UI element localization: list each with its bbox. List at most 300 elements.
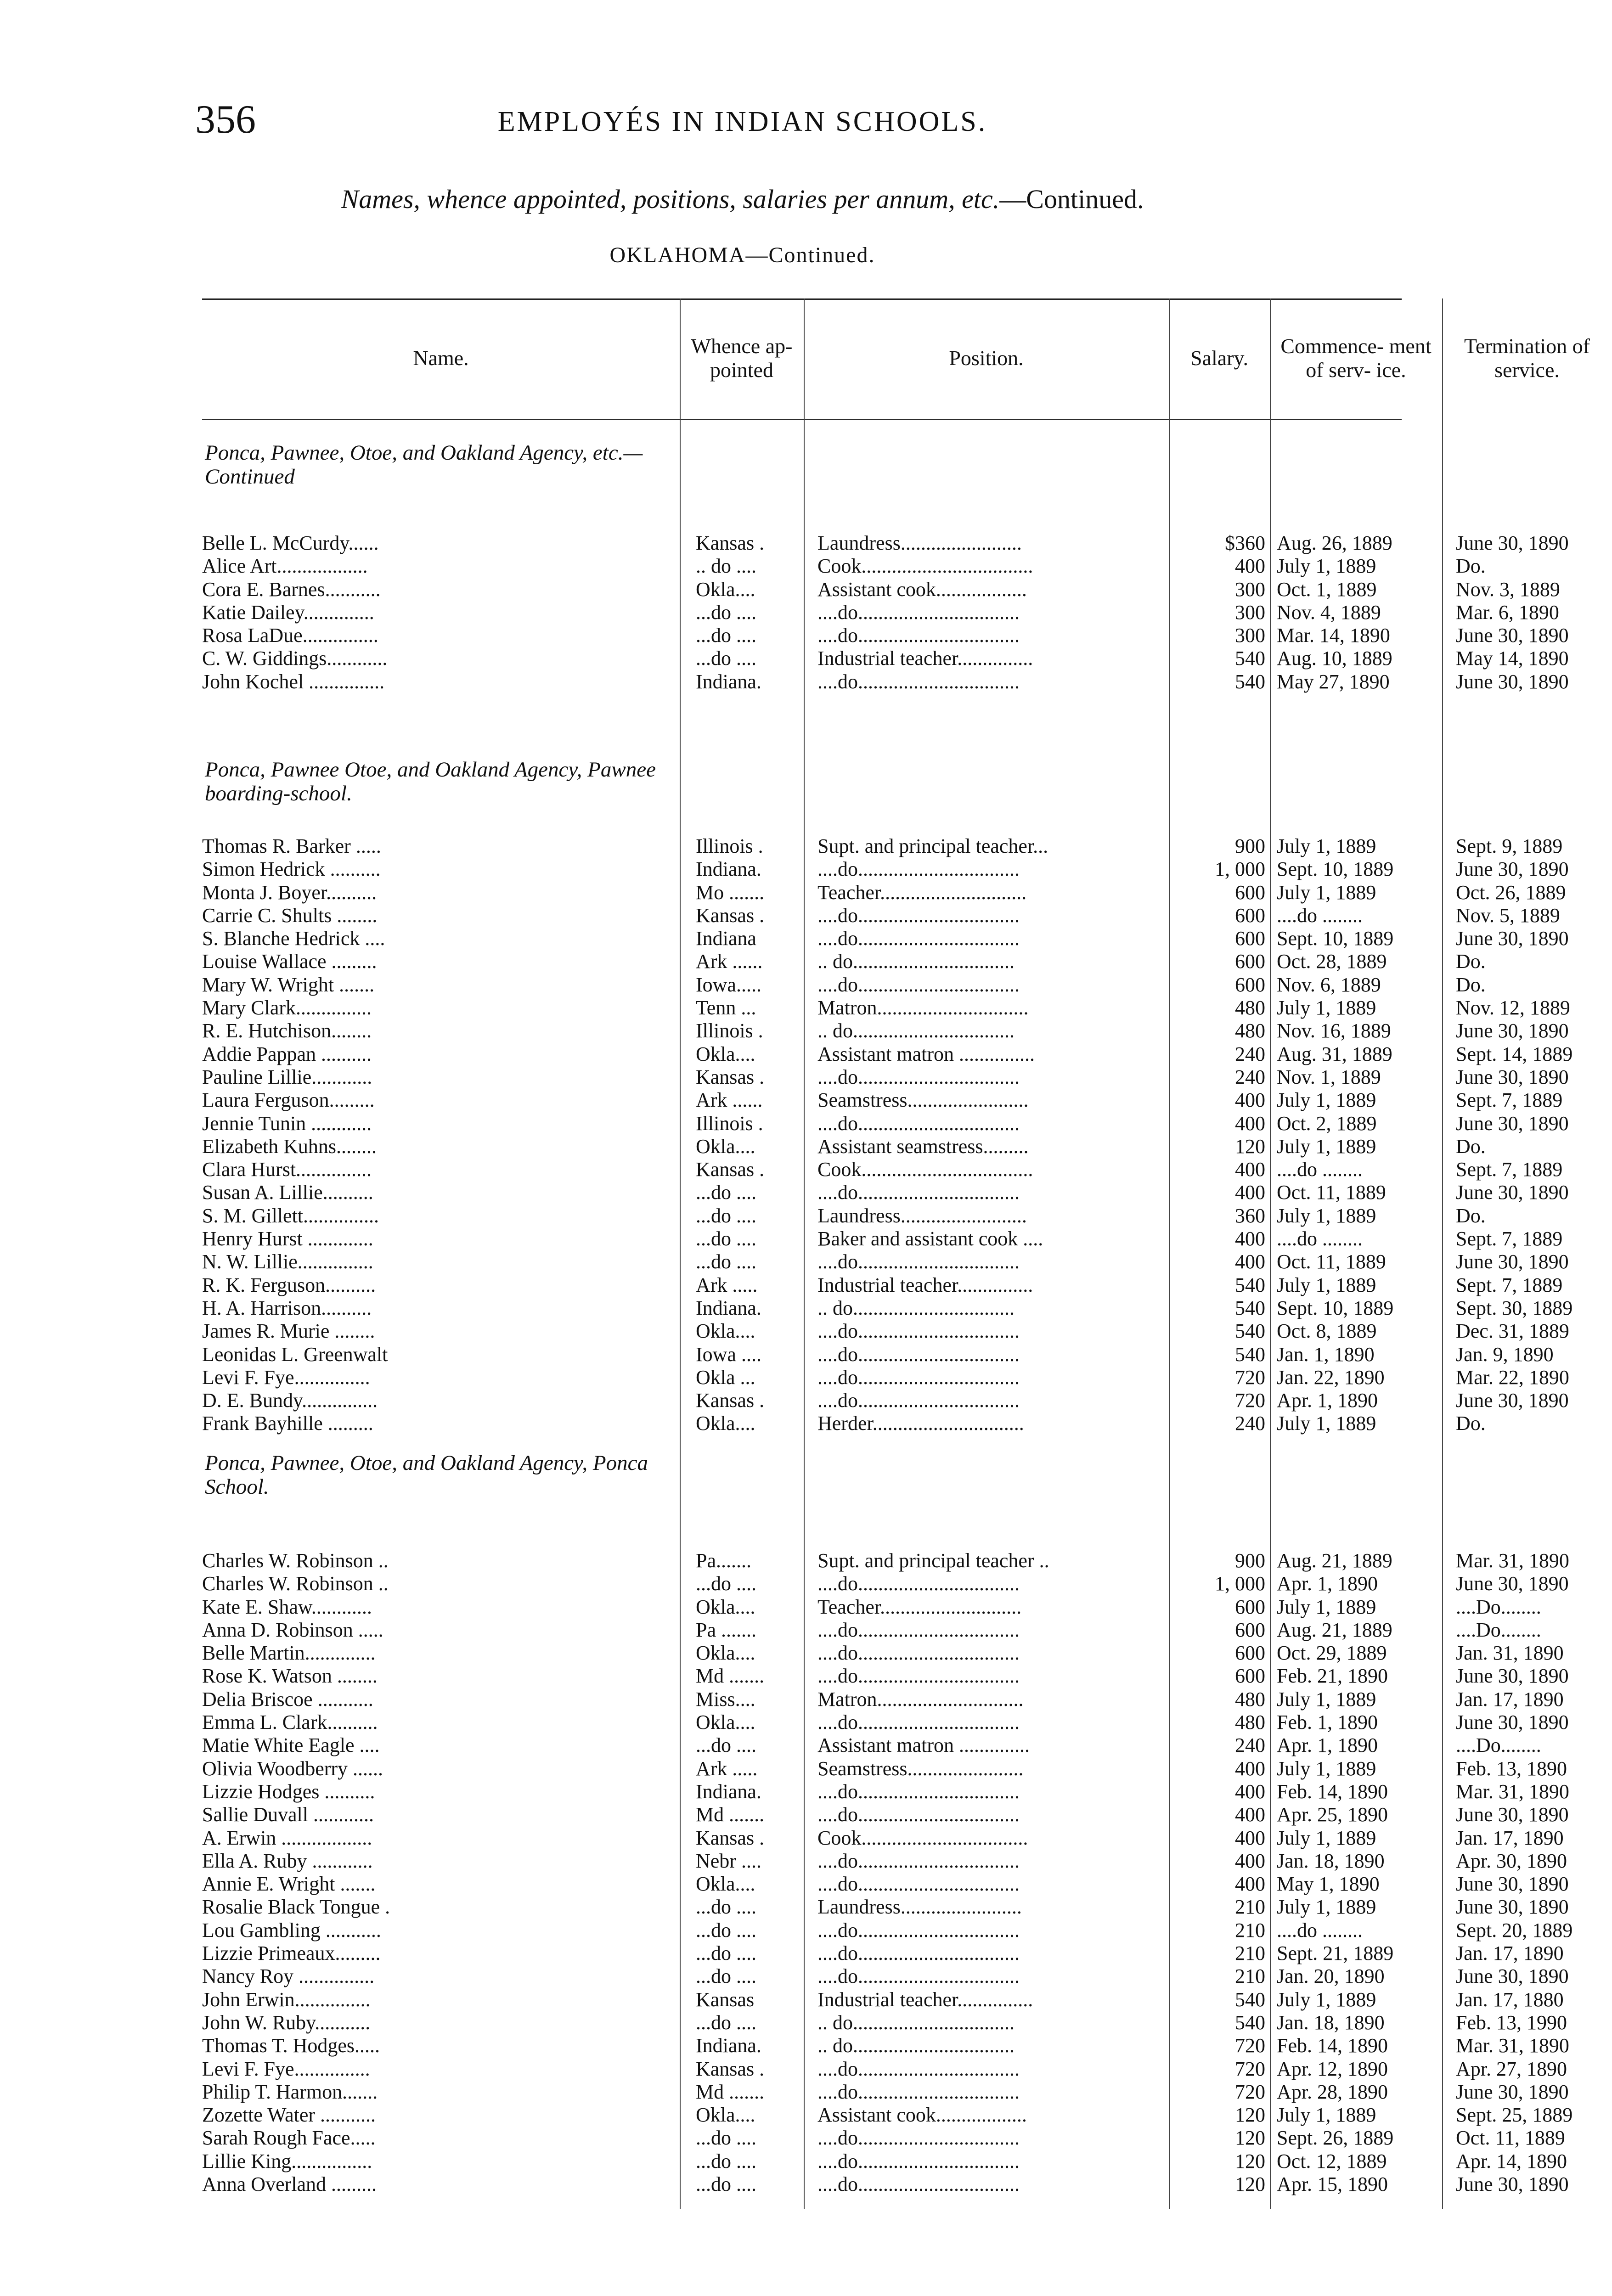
cell-salary: 1, 000 — [1215, 858, 1265, 881]
table-row — [202, 1826, 1564, 1850]
cell-name: Louise Wallace ......... — [202, 950, 377, 973]
cell-termination: Do. — [1456, 950, 1486, 973]
cell-commencement: May 27, 1890 — [1277, 670, 1390, 693]
cell-whence: Okla.... — [696, 1042, 755, 1065]
cell-name: Rosalie Black Tongue . — [202, 1896, 390, 1919]
cell-whence: Illinois . — [696, 1019, 763, 1042]
cell-termination: Dec. 31, 1889 — [1456, 1320, 1569, 1343]
cell-termination: Mar. 31, 1890 — [1456, 1549, 1569, 1572]
cell-position: ....do................................ — [817, 1780, 1020, 1803]
cell-termination: Jan. 9, 1890 — [1456, 1343, 1554, 1366]
cell-commencement: Aug. 10, 1889 — [1277, 647, 1392, 670]
cell-whence: ...do .... — [696, 1734, 756, 1757]
cell-termination: June 30, 1890 — [1456, 1711, 1569, 1734]
cell-termination: Feb. 13, 1990 — [1456, 2011, 1567, 2034]
cell-whence: ...do .... — [696, 1896, 756, 1919]
table-row — [202, 1412, 1486, 1435]
table-row — [202, 2150, 1567, 2173]
cell-name: Rose K. Watson ........ — [202, 1665, 378, 1688]
table-row — [202, 973, 1486, 996]
cell-position: ....do................................ — [817, 2173, 1020, 2196]
cell-termination: June 30, 1890 — [1456, 2080, 1569, 2103]
cell-commencement: July 1, 1889 — [1277, 1204, 1376, 1227]
cell-position: Assistant matron ............... — [817, 1042, 1035, 1065]
cell-position: Industrial teacher............... — [817, 1988, 1033, 2011]
cell-commencement: Nov. 4, 1889 — [1277, 601, 1381, 624]
cell-commencement: Sept. 10, 1889 — [1277, 1296, 1394, 1319]
cell-whence: Tenn ... — [696, 996, 756, 1019]
cell-salary: 600 — [1235, 1665, 1265, 1688]
table-row — [202, 1343, 1554, 1366]
subtitle-italic: Names, whence appointed, positions, salaries per annum, etc. — [341, 184, 1000, 214]
cell-position: ....do................................ — [817, 1803, 1020, 1826]
cell-termination: Nov. 12, 1889 — [1456, 996, 1570, 1019]
cell-position: Supt. and principal teacher... — [817, 835, 1048, 857]
cell-commencement: Oct. 29, 1889 — [1277, 1642, 1387, 1665]
cell-whence: Indiana — [696, 927, 756, 950]
cell-commencement: July 1, 1889 — [1277, 881, 1376, 904]
cell-name: Emma L. Clark.......... — [202, 1711, 378, 1734]
cell-salary: 210 — [1235, 1942, 1265, 1965]
table-row — [202, 996, 1570, 1019]
cell-position: ....do................................ — [817, 1181, 1020, 1204]
cell-name: Charles W. Robinson .. — [202, 1549, 389, 1572]
cell-salary: 210 — [1235, 1965, 1265, 1988]
cell-whence: Mo ....... — [696, 881, 765, 904]
cell-name: Laura Ferguson......... — [202, 1089, 375, 1112]
cell-name: Ella A. Ruby ............ — [202, 1849, 373, 1872]
table-row — [202, 2034, 1569, 2057]
cell-position: Assistant seamstress......... — [817, 1135, 1029, 1158]
cell-name: D. E. Bundy............... — [202, 1389, 378, 1412]
cell-salary: 720 — [1235, 2057, 1265, 2080]
column-divider — [1442, 298, 1443, 2209]
table-row — [202, 1965, 1569, 1988]
cell-commencement: July 1, 1889 — [1277, 1273, 1376, 1296]
cell-termination: Sept. 30, 1889 — [1456, 1296, 1573, 1319]
cell-salary: 400 — [1235, 1250, 1265, 1273]
cell-termination: June 30, 1890 — [1456, 2173, 1569, 2196]
cell-salary: 240 — [1235, 1412, 1265, 1435]
cell-whence: Illinois . — [696, 1112, 763, 1135]
cell-salary: 400 — [1235, 1780, 1265, 1803]
cell-name: Thomas T. Hodges..... — [202, 2034, 380, 2057]
cell-salary: 400 — [1235, 1826, 1265, 1849]
cell-position: Industrial teacher............... — [817, 647, 1033, 670]
table-row — [202, 1849, 1567, 1873]
cell-termination: June 30, 1890 — [1456, 532, 1569, 554]
cell-termination: ....Do........ — [1456, 1618, 1541, 1641]
header-whence: Whence ap- pointed — [691, 334, 793, 382]
header-termination: Termination of service. — [1464, 334, 1590, 382]
cell-whence: ...do .... — [696, 1919, 756, 1941]
table-row — [202, 1688, 1564, 1711]
cell-termination: June 30, 1890 — [1456, 858, 1569, 881]
cell-position: Cook.................................. — [817, 1158, 1033, 1181]
cell-position: Matron.............................. — [817, 996, 1029, 1019]
cell-commencement: July 1, 1889 — [1277, 1595, 1376, 1618]
cell-name: Addie Pappan .......... — [202, 1042, 372, 1065]
cell-commencement: Jan. 18, 1890 — [1277, 1849, 1385, 1872]
cell-name: Cora E. Barnes........... — [202, 578, 381, 601]
cell-salary: 240 — [1235, 1065, 1265, 1088]
cell-whence: ...do .... — [696, 1250, 756, 1273]
cell-commencement: July 1, 1889 — [1277, 555, 1376, 578]
cell-salary: 120 — [1235, 2104, 1265, 2127]
cell-position: ....do................................ — [817, 1250, 1020, 1273]
table-row — [202, 1250, 1569, 1273]
cell-commencement: Oct. 11, 1889 — [1277, 1181, 1386, 1204]
cell-salary: 600 — [1235, 973, 1265, 996]
cell-salary: 600 — [1235, 1642, 1265, 1665]
cell-position: Herder.............................. — [817, 1412, 1024, 1435]
cell-position: Assistant cook.................. — [817, 2104, 1027, 2127]
cell-commencement: Sept. 26, 1889 — [1277, 2127, 1394, 2150]
cell-name: Elizabeth Kuhns........ — [202, 1135, 377, 1158]
cell-name: S. Blanche Hedrick .... — [202, 927, 385, 950]
cell-salary: 600 — [1235, 881, 1265, 904]
cell-name: Susan A. Lillie.......... — [202, 1181, 373, 1204]
cell-name: H. A. Harrison.......... — [202, 1296, 372, 1319]
cell-salary: 210 — [1235, 1896, 1265, 1919]
cell-termination: Nov. 5, 1889 — [1456, 904, 1560, 927]
cell-name: Zozette Water ........... — [202, 2104, 376, 2127]
cell-commencement: Oct. 2, 1889 — [1277, 1112, 1377, 1135]
cell-commencement: July 1, 1889 — [1277, 1089, 1376, 1112]
table-row — [202, 835, 1563, 858]
cell-salary: 480 — [1235, 1688, 1265, 1711]
cell-whence: Okla.... — [696, 1711, 755, 1734]
cell-termination: Jan. 31, 1890 — [1456, 1642, 1564, 1665]
table-row — [202, 1181, 1569, 1204]
cell-commencement: ....do ........ — [1277, 1158, 1363, 1181]
table-row — [202, 1595, 1541, 1619]
cell-whence: Pa....... — [696, 1549, 751, 1572]
table-row — [202, 1757, 1567, 1780]
cell-commencement: July 1, 1889 — [1277, 1412, 1376, 1435]
cell-name: Kate E. Shaw............ — [202, 1595, 372, 1618]
cell-position: .. do................................ — [817, 2011, 1015, 2034]
cell-salary: 400 — [1235, 1849, 1265, 1872]
table-row — [202, 578, 1560, 601]
cell-salary: 600 — [1235, 904, 1265, 927]
table-row — [202, 1366, 1569, 1389]
cell-name: Anna Overland ......... — [202, 2173, 377, 2196]
cell-commencement: Apr. 12, 1890 — [1277, 2057, 1388, 2080]
cell-termination: Apr. 27, 1890 — [1456, 2057, 1567, 2080]
cell-termination: Jan. 17, 1890 — [1456, 1826, 1564, 1849]
table-row — [202, 624, 1569, 647]
cell-name: Levi F. Fye............... — [202, 2057, 370, 2080]
cell-whence: Illinois . — [696, 835, 763, 857]
cell-termination: Mar. 22, 1890 — [1456, 1366, 1569, 1389]
table-row — [202, 2173, 1569, 2196]
cell-name: Leonidas L. Greenwalt — [202, 1343, 388, 1366]
cell-commencement: Sept. 10, 1889 — [1277, 858, 1394, 881]
cell-commencement: Feb. 21, 1890 — [1277, 1665, 1388, 1688]
cell-commencement: July 1, 1889 — [1277, 1688, 1376, 1711]
cell-name: C. W. Giddings............ — [202, 647, 388, 670]
cell-commencement: Oct. 12, 1889 — [1277, 2150, 1387, 2172]
table-row — [202, 647, 1569, 670]
cell-name: Lizzie Primeaux......... — [202, 1942, 381, 1965]
table-row — [202, 532, 1569, 555]
cell-commencement: Apr. 28, 1890 — [1277, 2080, 1388, 2103]
cell-position: ....do................................ — [817, 2080, 1020, 2103]
table-row — [202, 1803, 1569, 1826]
cell-whence: ...do .... — [696, 2127, 756, 2150]
cell-position: Laundress......................... — [817, 1204, 1027, 1227]
table-row — [202, 1273, 1563, 1297]
cell-salary: 400 — [1235, 1227, 1265, 1250]
cell-name: Carrie C. Shults ........ — [202, 904, 378, 927]
cell-termination: Sept. 20, 1889 — [1456, 1919, 1573, 1941]
cell-position: Teacher............................. — [817, 881, 1027, 904]
cell-position: ....do................................ — [817, 601, 1020, 624]
cell-whence: Nebr .... — [696, 1849, 761, 1872]
table-row — [202, 1227, 1563, 1250]
cell-salary: 120 — [1235, 2150, 1265, 2172]
cell-whence: Kansas — [696, 1988, 755, 2011]
table-row — [202, 1873, 1569, 1896]
cell-position: ....do................................ — [817, 1065, 1020, 1088]
cell-termination: Do. — [1456, 973, 1486, 996]
cell-termination: June 30, 1890 — [1456, 927, 1569, 950]
cell-termination: ....Do........ — [1456, 1734, 1541, 1757]
cell-salary: 400 — [1235, 1112, 1265, 1135]
table-row — [202, 670, 1569, 693]
cell-termination: Oct. 11, 1889 — [1456, 2127, 1565, 2150]
cell-salary: 480 — [1235, 1019, 1265, 1042]
cell-name: Thomas R. Barker ..... — [202, 835, 381, 857]
cell-position: ....do................................ — [817, 670, 1020, 693]
cell-whence: Kansas . — [696, 2057, 765, 2080]
cell-termination: June 30, 1890 — [1456, 1181, 1569, 1204]
cell-whence: Ark ..... — [696, 1757, 758, 1780]
header-commencement: Commence- ment of serv- ice. — [1280, 334, 1432, 382]
cell-whence: Iowa..... — [696, 973, 761, 996]
cell-termination: Do. — [1456, 1412, 1486, 1435]
cell-commencement: July 1, 1889 — [1277, 996, 1376, 1019]
table-subtitle — [0, 184, 1485, 214]
table-row — [202, 2080, 1569, 2104]
cell-salary: 600 — [1235, 927, 1265, 950]
cell-termination: Sept. 14, 1889 — [1456, 1042, 1573, 1065]
cell-whence: ...do .... — [696, 624, 756, 647]
cell-termination: Apr. 30, 1890 — [1456, 1849, 1567, 1872]
cell-salary: 480 — [1235, 1711, 1265, 1734]
cell-whence: Pa ....... — [696, 1618, 756, 1641]
cell-termination: June 30, 1890 — [1456, 1389, 1569, 1412]
cell-name: Jennie Tunin ............ — [202, 1112, 372, 1135]
cell-position: Laundress........................ — [817, 1896, 1022, 1919]
cell-commencement: ....do ........ — [1277, 904, 1363, 927]
cell-name: Clara Hurst............... — [202, 1158, 372, 1181]
cell-termination: Feb. 13, 1890 — [1456, 1757, 1567, 1780]
cell-commencement: July 1, 1889 — [1277, 1988, 1376, 2011]
cell-salary: 400 — [1235, 1181, 1265, 1204]
cell-commencement: Apr. 1, 1890 — [1277, 1572, 1378, 1595]
cell-whence: ...do .... — [696, 1942, 756, 1965]
cell-salary: 720 — [1235, 1389, 1265, 1412]
cell-commencement: July 1, 1889 — [1277, 2104, 1376, 2127]
cell-termination: Jan. 17, 1890 — [1456, 1942, 1564, 1965]
cell-commencement: ....do ........ — [1277, 1919, 1363, 1941]
cell-whence: Indiana. — [696, 858, 761, 881]
table-row — [202, 950, 1486, 973]
cell-whence: Miss.... — [696, 1688, 755, 1711]
table-row — [202, 2104, 1573, 2127]
cell-whence: Iowa .... — [696, 1343, 761, 1366]
table-row — [202, 927, 1569, 950]
cell-commencement: Oct. 28, 1889 — [1277, 950, 1387, 973]
cell-commencement: Aug. 21, 1889 — [1277, 1618, 1392, 1641]
table-row — [202, 1042, 1573, 1066]
cell-whence: Kansas . — [696, 532, 765, 554]
cell-name: S. M. Gillett............... — [202, 1204, 379, 1227]
cell-commencement: Mar. 14, 1890 — [1277, 624, 1390, 647]
cell-position: ....do................................ — [817, 1366, 1020, 1389]
cell-whence: ...do .... — [696, 1181, 756, 1204]
cell-name: Annie E. Wright ....... — [202, 1873, 376, 1896]
cell-salary: 400 — [1235, 1803, 1265, 1826]
cell-whence: Md ....... — [696, 1803, 765, 1826]
cell-salary: 540 — [1235, 2011, 1265, 2034]
cell-salary: 480 — [1235, 996, 1265, 1019]
cell-name: Sallie Duvall ............ — [202, 1803, 374, 1826]
cell-whence: Ark ...... — [696, 950, 763, 973]
cell-whence: ...do .... — [696, 1572, 756, 1595]
cell-whence: ...do .... — [696, 2150, 756, 2172]
cell-termination: June 30, 1890 — [1456, 1112, 1569, 1135]
cell-commencement: Oct. 11, 1889 — [1277, 1250, 1386, 1273]
cell-name: Simon Hedrick .......... — [202, 858, 381, 881]
cell-salary: 300 — [1235, 601, 1265, 624]
cell-position: ....do................................ — [817, 1849, 1020, 1872]
cell-whence: ...do .... — [696, 2173, 756, 2196]
table-header-rule — [202, 419, 1402, 420]
cell-salary: 720 — [1235, 1366, 1265, 1389]
cell-salary: 400 — [1235, 555, 1265, 578]
cell-name: Olivia Woodberry ...... — [202, 1757, 383, 1780]
cell-name: Lillie King................ — [202, 2150, 372, 2172]
cell-whence: Kansas . — [696, 1065, 765, 1088]
cell-whence: .. do .... — [696, 555, 756, 578]
cell-whence: Kansas . — [696, 1826, 765, 1849]
table-row — [202, 1665, 1569, 1688]
cell-whence: Okla.... — [696, 1412, 755, 1435]
cell-salary: 210 — [1235, 1919, 1265, 1941]
cell-name: Delia Briscoe ........... — [202, 1688, 373, 1711]
table-row — [202, 1734, 1541, 1757]
cell-termination: June 30, 1890 — [1456, 1665, 1569, 1688]
cell-whence: Okla ... — [696, 1366, 755, 1389]
cell-salary: 360 — [1235, 1204, 1265, 1227]
cell-commencement: July 1, 1889 — [1277, 835, 1376, 857]
cell-commencement: Jan. 18, 1890 — [1277, 2011, 1385, 2034]
cell-salary: 300 — [1235, 624, 1265, 647]
table-row — [202, 1112, 1569, 1135]
cell-commencement: July 1, 1889 — [1277, 1135, 1376, 1158]
cell-salary: 540 — [1235, 670, 1265, 693]
cell-whence: Indiana. — [696, 670, 761, 693]
cell-position: ....do................................ — [817, 1873, 1020, 1896]
cell-commencement: Feb. 1, 1890 — [1277, 1711, 1378, 1734]
cell-name: Katie Dailey.............. — [202, 601, 374, 624]
group-title: Ponca, Pawnee, Otoe, and Oakland Agency, Ponca School. — [205, 1451, 648, 1499]
table-row — [202, 2127, 1565, 2150]
cell-position: ....do................................ — [817, 858, 1020, 881]
cell-position: .. do................................ — [817, 1019, 1015, 1042]
cell-commencement: Nov. 6, 1889 — [1277, 973, 1381, 996]
cell-termination: Sept. 9, 1889 — [1456, 835, 1563, 857]
cell-position: Seamstress........................ — [817, 1089, 1029, 1112]
cell-salary: 720 — [1235, 2080, 1265, 2103]
cell-termination: June 30, 1890 — [1456, 1873, 1569, 1896]
cell-name: Charles W. Robinson .. — [202, 1572, 389, 1595]
cell-whence: ...do .... — [696, 1204, 756, 1227]
cell-termination: Sept. 7, 1889 — [1456, 1227, 1563, 1250]
group-rows — [202, 1549, 1573, 2196]
cell-commencement: Feb. 14, 1890 — [1277, 1780, 1388, 1803]
cell-termination: Mar. 31, 1890 — [1456, 2034, 1569, 2057]
cell-whence: Indiana. — [696, 2034, 761, 2057]
cell-termination: Mar. 31, 1890 — [1456, 1780, 1569, 1803]
cell-whence: Kansas . — [696, 904, 765, 927]
cell-whence: Ark ...... — [696, 1089, 763, 1112]
table-row — [202, 1549, 1569, 1572]
cell-whence: Okla.... — [696, 1873, 755, 1896]
cell-position: ....do................................ — [817, 2057, 1020, 2080]
table-row — [202, 1135, 1486, 1158]
cell-salary: 400 — [1235, 1158, 1265, 1181]
cell-name: Alice Art.................. — [202, 555, 368, 578]
cell-name: Belle L. McCurdy...... — [202, 532, 379, 554]
cell-termination: Sept. 7, 1889 — [1456, 1158, 1563, 1181]
cell-salary: 400 — [1235, 1757, 1265, 1780]
cell-termination: Mar. 6, 1890 — [1456, 601, 1559, 624]
table-row — [202, 1711, 1569, 1734]
header-salary: Salary. — [1190, 346, 1249, 370]
cell-commencement: Jan. 22, 1890 — [1277, 1366, 1385, 1389]
cell-position: Assistant matron .............. — [817, 1734, 1030, 1757]
cell-whence: Kansas . — [696, 1389, 765, 1412]
cell-position: ....do................................ — [817, 904, 1020, 927]
cell-termination: Sept. 7, 1889 — [1456, 1089, 1563, 1112]
cell-commencement: Sept. 21, 1889 — [1277, 1942, 1394, 1965]
table-row — [202, 1296, 1573, 1320]
cell-name: Henry Hurst ............. — [202, 1227, 373, 1250]
table-row — [202, 1988, 1564, 2011]
cell-salary: 600 — [1235, 950, 1265, 973]
page-number: 356 — [195, 97, 256, 142]
cell-commencement: Oct. 1, 1889 — [1277, 578, 1377, 601]
employee-table — [202, 298, 1590, 2209]
cell-whence: Okla.... — [696, 2104, 755, 2127]
cell-whence: Okla.... — [696, 1135, 755, 1158]
cell-salary: 240 — [1235, 1042, 1265, 1065]
cell-commencement: Jan. 1, 1890 — [1277, 1343, 1375, 1366]
cell-position: ....do................................ — [817, 1942, 1020, 1965]
cell-position: .. do................................ — [817, 950, 1015, 973]
cell-termination: Sept. 25, 1889 — [1456, 2104, 1573, 2127]
cell-position: ....do................................ — [817, 1965, 1020, 1988]
cell-commencement: May 1, 1890 — [1277, 1873, 1380, 1896]
table-row — [202, 858, 1569, 881]
cell-name: Rosa LaDue............... — [202, 624, 378, 647]
cell-position: Matron............................. — [817, 1688, 1024, 1711]
table-row — [202, 1204, 1486, 1227]
